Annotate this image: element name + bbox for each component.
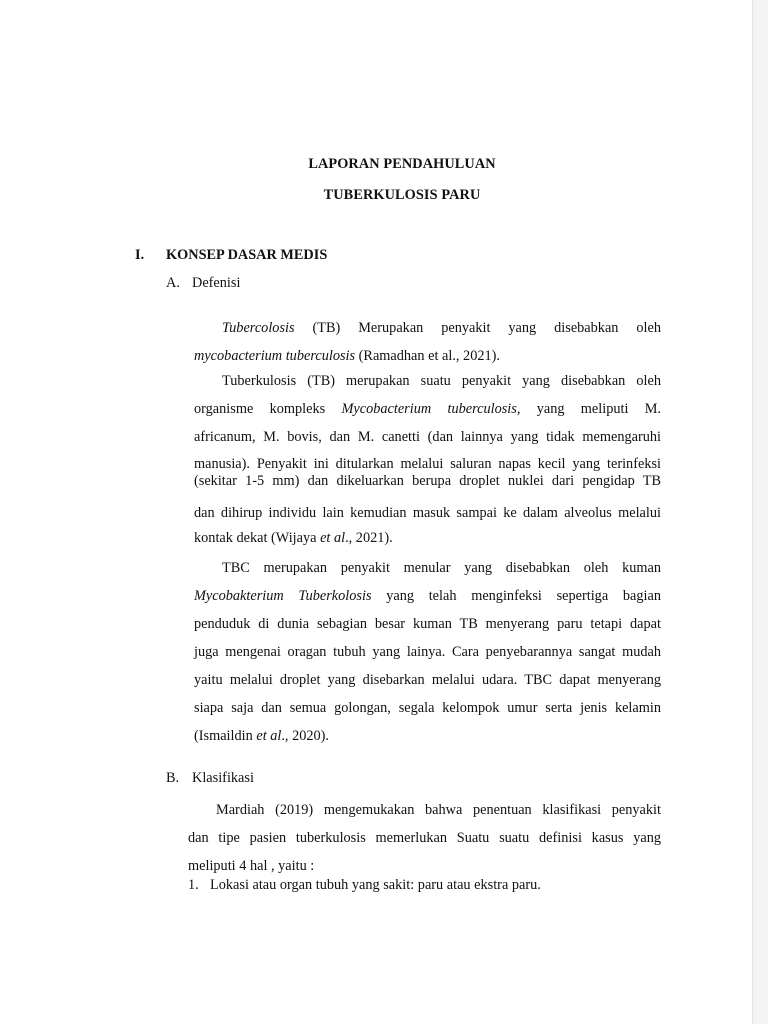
text-run: (Ramadhan et al., 2021). [355, 348, 500, 364]
text-line: penduduk di dunia sebagian besar kuman TB menyerang paru tetapi dapat [194, 616, 661, 632]
subsection-heading-b [166, 770, 254, 787]
italic-term: et al [256, 728, 282, 744]
section-heading: KONSEP DASAR MEDIS [166, 247, 328, 263]
text-line: TBC merupakan penyakit menular yang disebabkan oleh kuman [222, 560, 661, 576]
text-line: Mardiah (2019) mengemukakan bahwa penentuan klasifikasi penyakit [216, 802, 661, 818]
paragraph-definition-2 [194, 367, 661, 451]
text-line: dan dihirup individu lain kemudian masuk sampai ke dalam alveolus melalui [194, 505, 661, 521]
paragraph-definition-2-end [194, 501, 661, 551]
paragraph-classification [188, 796, 661, 880]
text-line: africanum, M. bovis, dan M. canetti (dan lainnya yang tidak memengaruhi [194, 429, 661, 445]
subsection-heading-a [166, 275, 240, 292]
document-subtitle: TUBERKULOSIS PARU [323, 187, 481, 203]
subsection-title: Klasifikasi [192, 770, 254, 786]
text-line: dan tipe pasien tuberkulosis memerlukan Suatu suatu definisi kasus yang [188, 830, 661, 846]
text-line: siapa saja dan semua golongan, segala kelompok umur serta jenis kelamin [194, 700, 661, 716]
document-title: LAPORAN PENDAHULUAN [308, 156, 496, 172]
text-run: organisme kompleks [194, 401, 342, 417]
paragraph-definition-1 [194, 314, 661, 370]
text-line: meliputi 4 hal , yaitu : [188, 858, 315, 874]
text-run: (Ismaildin [194, 728, 257, 744]
paragraph-definition-2-cont [194, 456, 661, 490]
paragraph-definition-3 [194, 554, 661, 750]
list-number: 1. [188, 877, 199, 893]
italic-term: Tubercolosis [222, 320, 295, 336]
text-line: Tuberkulosis (TB) merupakan suatu penyakit yang disebabkan oleh [222, 373, 661, 389]
section-number: I. [135, 247, 145, 263]
text-line: manusia). Penyakit ini ditularkan melalui saluran napas kecil yang terinfeksi [194, 456, 661, 472]
text-line [194, 582, 661, 610]
subsection-label: B. [166, 770, 180, 786]
text-run: yang telah menginfeksi sepertiga bagian [371, 588, 661, 604]
text-run: kontak dekat (Wijaya [194, 530, 321, 546]
text-line [194, 314, 661, 342]
viewer-background [752, 0, 768, 1024]
text-line [194, 722, 661, 750]
text-line: juga mengenai oragan tubuh yang lainya. Cara penyebarannya sangat mudah [194, 644, 661, 660]
text-run: ., 2020). [281, 728, 330, 744]
text-run: ., 2021). [345, 530, 393, 546]
text-line: yaitu melalui droplet yang disebarkan melalui udara. TBC dapat menyerang [194, 672, 661, 688]
italic-term: Mycobakterium Tuberkolosis [194, 588, 372, 604]
text-run: , yang meliputi M. [516, 401, 662, 417]
text-line: (sekitar 1-5 mm) dan dikeluarkan berupa droplet nuklei dari pengidap TB [194, 473, 661, 489]
italic-term: mycobacterium tuberculosis [194, 348, 356, 364]
italic-term: Mycobacterium tuberculosis [341, 401, 517, 417]
italic-term: et al [320, 530, 346, 546]
text-line [194, 395, 661, 423]
subsection-label: A. [166, 275, 180, 291]
list-item [188, 877, 541, 894]
text-line [194, 526, 661, 551]
subsection-title: Defenisi [192, 275, 241, 291]
list-text: Lokasi atau organ tubuh yang sakit: paru atau ekstra paru. [210, 877, 541, 893]
text-line [194, 342, 661, 370]
text-run: (TB) Merupakan penyakit yang disebabkan oleh [294, 320, 661, 336]
